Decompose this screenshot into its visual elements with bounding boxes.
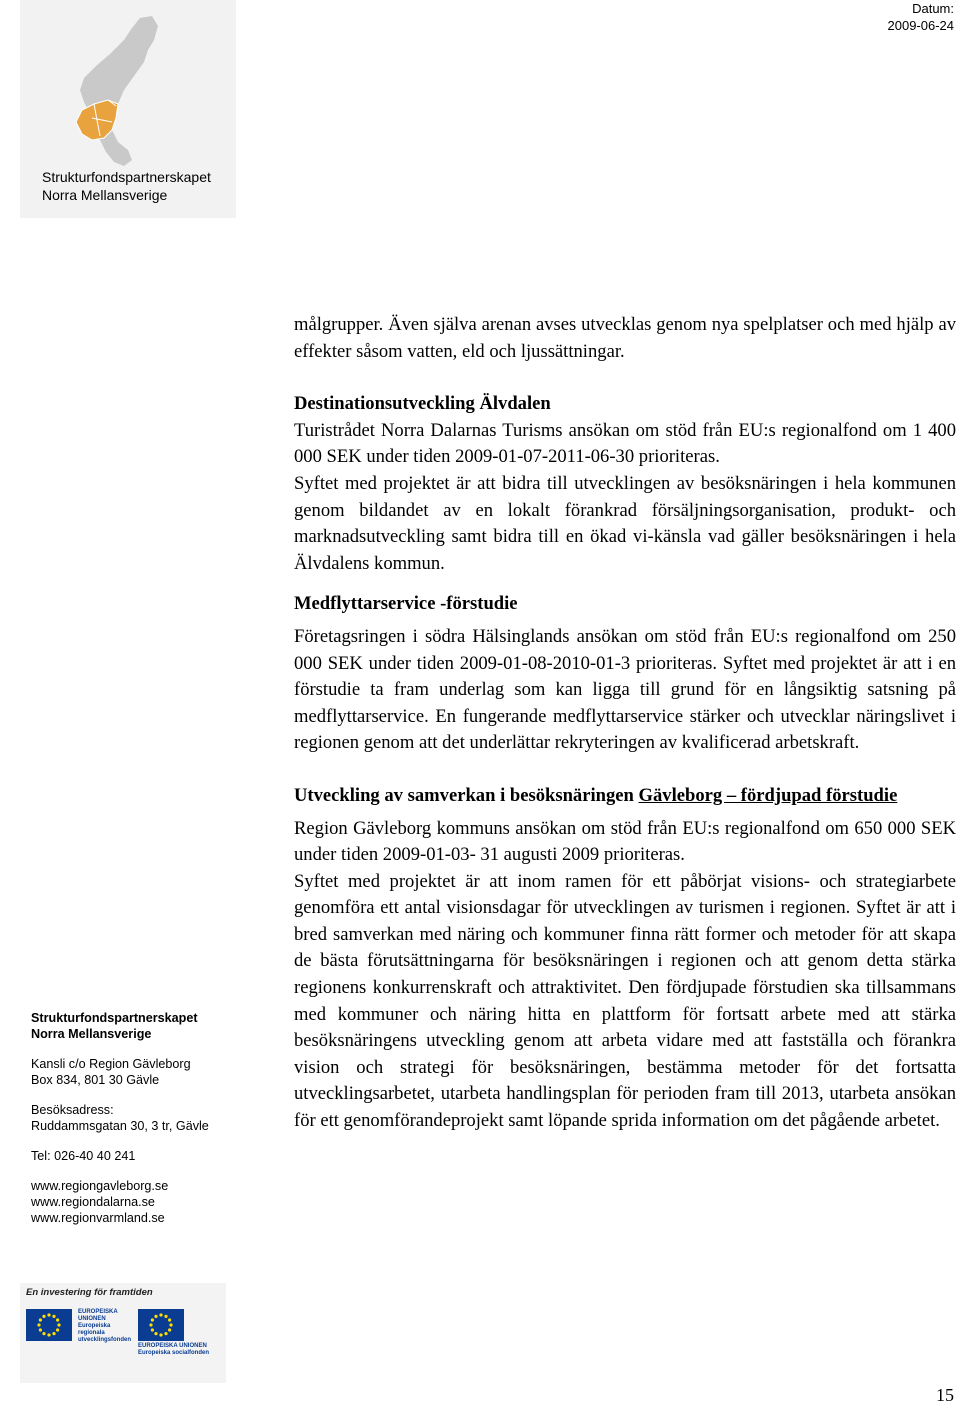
- section-heading: Destinationsutveckling Älvdalen: [294, 393, 551, 415]
- logo-text: [42, 168, 211, 204]
- eu-flag1-text: EUROPEISKA UNIONEN Europeiska regionala utvecklingsfonden: [78, 1309, 132, 1343]
- eu-tagline: En investering för framtiden: [26, 1287, 153, 1298]
- page-number: 15: [936, 1385, 954, 1405]
- contact-org-line1: Strukturfondspartnerskapet: [31, 1011, 198, 1025]
- web-link-dalarna[interactable]: www.regiondalarna.se: [31, 1195, 155, 1209]
- section-paragraph: Syftet med projektet är att inom ramen för ett påbörjat visions- och strategiarbete genomföra ett antal visionsdagar för utvecklingen av turismen i regionen. Syftet är att i bred samverkan med näring och kommuner finna rätt former och metoder för att skapa de bästa förutsättningarna för besöksnäringen i regionen och att genom detta stärka regionens konkurrenskraft och attraktivitet. Den fördjupade förstudien ska tillsammans med kommuner och näring hitta en plattform för fortsatt arbete med att stärka besöksnäringens utveckling genom att arbeta vidare med att fastställa och förankra vision och strategi för besöksnäringen, bestämma metoder för det fortsatta utvecklingsarbetet, utarbeta handlingsplan för perioden fram till 2013, utarbeta ansökan för ett genomförandeprojekt samt löpande sprida information om det pågående arbetet.: [294, 870, 956, 1132]
- web-link-gavleborg[interactable]: www.regiongavleborg.se: [31, 1179, 169, 1193]
- date-value: 2009-06-24: [887, 18, 954, 33]
- visit-address: Ruddammsgatan 30, 3 tr, Gävle: [31, 1119, 209, 1133]
- section-heading-part2: Gävleborg – fördjupad förstudie: [638, 784, 898, 806]
- eu-flag-icon: [26, 1309, 72, 1341]
- date-label: Datum:: [912, 1, 954, 16]
- eu-logo-block: [20, 1283, 226, 1383]
- office-line1: Kansli c/o Region Gävleborg: [31, 1057, 191, 1071]
- phone: Tel: 026-40 40 241: [31, 1149, 136, 1163]
- logo-org-line2: Norra Mellansverige: [42, 187, 168, 203]
- section-heading-part1: Utveckling av samverkan i besöksnäringen: [294, 784, 634, 806]
- intro-paragraph: målgrupper. Även själva arenan avses utvecklas genom nya spelplatser och med hjälp av effekter såsom vatten, eld och ljussättningar.: [294, 314, 956, 362]
- section-paragraph: Företagsringen i södra Hälsinglands ansökan om stöd från EU:s regionalfond om 250 000 SEK under tiden 2009-01-08-2010-01-3 prioriteras. Syftet med projektet är att i en förstudie ta fram underlag som kan ligga till grund för en långsiktig satsning på medflyttarservice. En fungerande medflyttarservice stärker och utvecklar näringslivet i regionen genom att det underlättar rekryteringen av kvalificerad arbetskraft.: [294, 625, 956, 754]
- contact-info: [31, 1010, 261, 1226]
- section-heading: [294, 783, 956, 810]
- web-link-varmland[interactable]: www.regionvarmland.se: [31, 1211, 165, 1225]
- eu-flag-icon: [138, 1309, 184, 1341]
- logo-org-line1: Strukturfondspartnerskapet: [42, 169, 211, 185]
- section-paragraph: Region Gävleborg kommuns ansökan om stöd från EU:s regionalfond om 650 000 SEK under tiden 2009-01-03- 31 augusti 2009 prioriteras.: [294, 817, 956, 866]
- section-paragraph: Syftet med projektet är att bidra till utvecklingen av besöksnäringen i hela kommunen genom bildandet av en lokalt förankrad försäljningsorganisation, produkt- och marknadsutveckling samt bidra till en ökad vi-känsla vad gäller besöksnäringen i hela Älvdalens kommun.: [294, 472, 956, 574]
- eu-flag2-text: EUROPEISKA UNIONEN Europeiska socialfonden: [138, 1343, 210, 1356]
- partnership-logo: [20, 0, 236, 218]
- section-heading: Medflyttarservice -förstudie: [294, 593, 518, 615]
- date-block: [888, 0, 955, 34]
- visit-label: Besöksadress:: [31, 1103, 114, 1117]
- office-line2: Box 834, 801 30 Gävle: [31, 1073, 160, 1087]
- main-content: [294, 312, 956, 1135]
- section-paragraph: Turistrådet Norra Dalarnas Turisms ansökan om stöd från EU:s regionalfond om 1 400 000 SEK under tiden 2009-01-07-2011-06-30 prioriteras.: [294, 419, 956, 468]
- contact-org-line2: Norra Mellansverige: [31, 1027, 152, 1041]
- sweden-map-icon: [20, 0, 236, 170]
